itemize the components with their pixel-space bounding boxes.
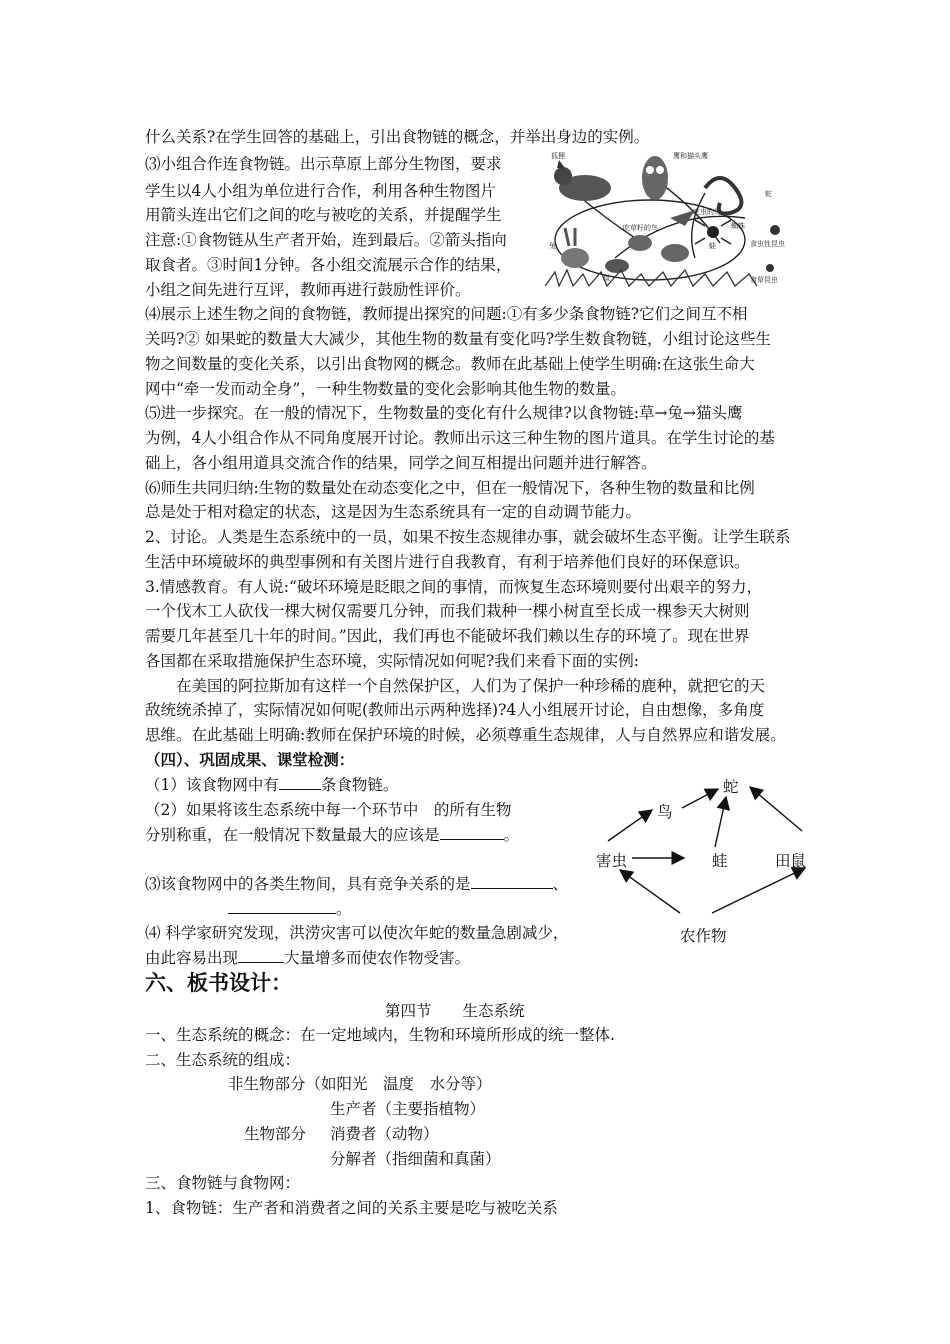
picture-label: 吃虫的鸟 xyxy=(693,208,721,216)
text-line: 注意:①食物链从生产者开始，连到最后。②箭头指向 xyxy=(145,231,507,249)
picture-label: 狐狸 xyxy=(551,152,565,160)
question-text: 由此容易出现 xyxy=(145,949,239,967)
text-line: 关吗?② 如果蛇的数量大大减少，其他生物的数量有变化吗?学生数食物链，小组讨论这些生 xyxy=(145,330,772,348)
section-heading: （四）、巩固成果、课堂检测： xyxy=(145,750,355,769)
question-text: 条食物链。 xyxy=(320,776,399,794)
question-text: 、 xyxy=(552,875,569,893)
text-line: 物之间数量的变化关系，以引出食物网的概念。教师在此基础上使学生明确:在这张生命大 xyxy=(145,355,755,373)
picture-label: 蛇 xyxy=(765,190,772,198)
question-4-cont xyxy=(145,947,470,969)
arrow-pest-to-bird xyxy=(608,810,652,841)
text-line: 思维。在此基础上明确:教师在保护环境的时候，必须尊重生态规律，人与自然界应和谐发展。 xyxy=(145,726,786,744)
board-line: 二、生态系统的组成： xyxy=(145,1051,301,1069)
question-text: 大量增多而使农作物受害。 xyxy=(284,949,471,967)
picture-label: 蜘蛛 xyxy=(731,222,745,230)
board-consumer: 消费者（动物） xyxy=(330,1125,439,1143)
node-frog: 蛙 xyxy=(712,852,728,870)
arrow-crop-to-mouse xyxy=(712,868,805,913)
picture-label: 鹰和猫头鹰 xyxy=(673,152,708,160)
board-decomposer: 分解者（指细菌和真菌） xyxy=(330,1150,501,1168)
question-text: 。 xyxy=(336,900,352,918)
text-line: 小组之间先进行互评，教师再进行鼓励性评价。 xyxy=(145,281,471,299)
grass-drawing xyxy=(545,270,757,286)
question-text: （1）该食物网中有 xyxy=(145,776,279,794)
text-line: ⑶小组合作连食物链。出示草原上部分生物图，要求 xyxy=(145,155,502,173)
question-text: 分别称重，在一般情况下数量最大的应该是 xyxy=(145,826,440,844)
text-line: 用箭头连出它们之间的吃与被吃的关系，并提醒学生 xyxy=(145,206,502,224)
board-producer: 生产者（主要指植物） xyxy=(330,1100,486,1118)
seed-bird-drawing xyxy=(628,235,652,251)
text-line: ⑷展示上述生物之间的食物链，教师提出探究的问题:①有多少条食物链?它们之间互不相 xyxy=(145,305,748,323)
text-line: 各国都在采取措施保护生态环境，实际情况如何呢?我们来看下面的实例: xyxy=(145,652,640,670)
text-line: 为例，4人小组合作从不同角度展开讨论。教师出示这三种生物的图片道具。在学生讨论的基 xyxy=(145,429,775,447)
picture-label: 兔 xyxy=(549,242,556,250)
picture-label: 食虫性昆虫 xyxy=(750,240,785,248)
node-snake: 蛇 xyxy=(723,778,739,796)
picture-label: 蛙 xyxy=(709,242,716,250)
board-title: 第四节 生态系统 xyxy=(385,1002,525,1020)
board-line: 1、食物链：生产者和消费者之间的关系主要是吃与被吃关系 xyxy=(145,1199,558,1217)
node-field-mouse: 田鼠 xyxy=(775,852,807,870)
owl-drawing xyxy=(642,156,668,200)
text-line: 网中“牵一发而动全身”，一种生物数量的变化会影响其他生物的数量。 xyxy=(145,380,626,398)
picture-label: 鼠 xyxy=(603,274,610,282)
question-2-cont xyxy=(145,824,519,846)
arrow-frog-to-snake xyxy=(715,797,726,847)
board-line: 一、生态系统的概念：在一定地域内，生物和环境所形成的统一整体. xyxy=(145,1026,615,1044)
text-line: 3.情感教育。有人说:“破坏环境是眨眼之间的事情，而恢复生态环境则要付出艰辛的努力， xyxy=(145,578,762,596)
question-4: ⑷ 科学家研究发现，洪涝灾害可以使次年蛇的数量急剧减少， xyxy=(145,924,569,942)
spider-drawing xyxy=(695,220,731,244)
question-2: （2）如果将该生态系统中每一个环节中 的所有生物 xyxy=(145,801,512,819)
insect-drawing xyxy=(766,264,774,272)
question-3-cont xyxy=(228,898,352,920)
node-crop: 农作物 xyxy=(680,927,727,945)
text-line: ⑹师生共同归纳:生物的数量处在动态变化之中，但在一般情况下，各种生物的数量和比例 xyxy=(145,479,755,497)
answer-blank[interactable] xyxy=(471,874,553,889)
text-line: 学生以4人小组为单位进行合作，利用各种生物图片 xyxy=(145,182,496,200)
text-line: 2、讨论。人类是生态系统中的一员，如果不按生态规律办事，就会破坏生态平衡。让学生联系 xyxy=(145,528,791,546)
insect-drawing xyxy=(770,225,780,235)
answer-blank[interactable] xyxy=(440,825,504,840)
text-line: 需要几年甚至几十年的时间。”因此，我们再也不能破坏我们赖以生存的环境了。现在世界 xyxy=(145,627,750,645)
board-bio: 生物部分 xyxy=(244,1125,307,1143)
question-3 xyxy=(145,873,568,895)
text-line: 什么关系?在学生回答的基础上，引出食物链的概念，并举出身边的实例。 xyxy=(145,128,650,146)
question-text: 。 xyxy=(503,826,520,844)
node-bird: 鸟 xyxy=(657,803,673,821)
board-nonbio: 非生物部分（如阳光 温度 水分等） xyxy=(228,1075,492,1093)
text-line: 取食者。③时间1分钟。各小组交流展示合作的结果， xyxy=(145,256,512,274)
picture-label: 食草昆虫 xyxy=(750,276,778,284)
frog-drawing xyxy=(661,244,689,262)
rabbit-drawing xyxy=(561,228,589,268)
text-line: 生活中环境破坏的典型事例和有关图片进行自我教育，有利于培养他们良好的环保意识。 xyxy=(145,553,750,571)
text-line: 敌统统杀掉了，实际情况如何呢(教师出示两种选择)?4人小组展开讨论，自由想像，多角度 xyxy=(145,701,765,719)
question-1 xyxy=(145,774,398,796)
answer-blank[interactable] xyxy=(228,899,336,914)
arrow-bird-to-snake xyxy=(682,789,718,808)
mouse-drawing xyxy=(605,259,629,273)
question-text: ⑶该食物网中的各类生物间，具有竞争关系的是 xyxy=(145,875,471,893)
fox-drawing xyxy=(554,160,611,201)
arrow-mouse-to-snake xyxy=(750,787,802,831)
text-line: ⑸进一步探究。在一般的情况下，生物数量的变化有什么规律?以食物链:草→兔→猫头鹰 xyxy=(145,404,743,422)
board-line: 三、食物链与食物网： xyxy=(145,1174,301,1192)
node-pest: 害虫 xyxy=(596,852,628,870)
answer-blank[interactable] xyxy=(238,948,284,963)
section-heading: 六、板书设计： xyxy=(145,970,292,995)
grassland-food-web-illustration xyxy=(545,148,803,290)
answer-blank[interactable] xyxy=(279,775,321,790)
text-line: 在美国的阿拉斯加有这样一个自然保护区，人们为了保护一种珍稀的鹿种，就把它的天 xyxy=(145,677,766,695)
picture-label: 吃草籽的鸟 xyxy=(623,224,658,232)
text-line: 一个伐木工人砍伐一棵大树仅需要几分钟，而我们栽种一棵小树直至长成一棵参天大树则 xyxy=(145,602,750,620)
text-line: 础上，各小组用道具交流合作的结果，同学之间互相提出问题并进行解答。 xyxy=(145,454,657,472)
text-line: 总是处于相对稳定的状态，这是因为生态系统具有一定的自动调节能力。 xyxy=(145,503,642,521)
arrow-crop-to-pest xyxy=(620,870,680,913)
